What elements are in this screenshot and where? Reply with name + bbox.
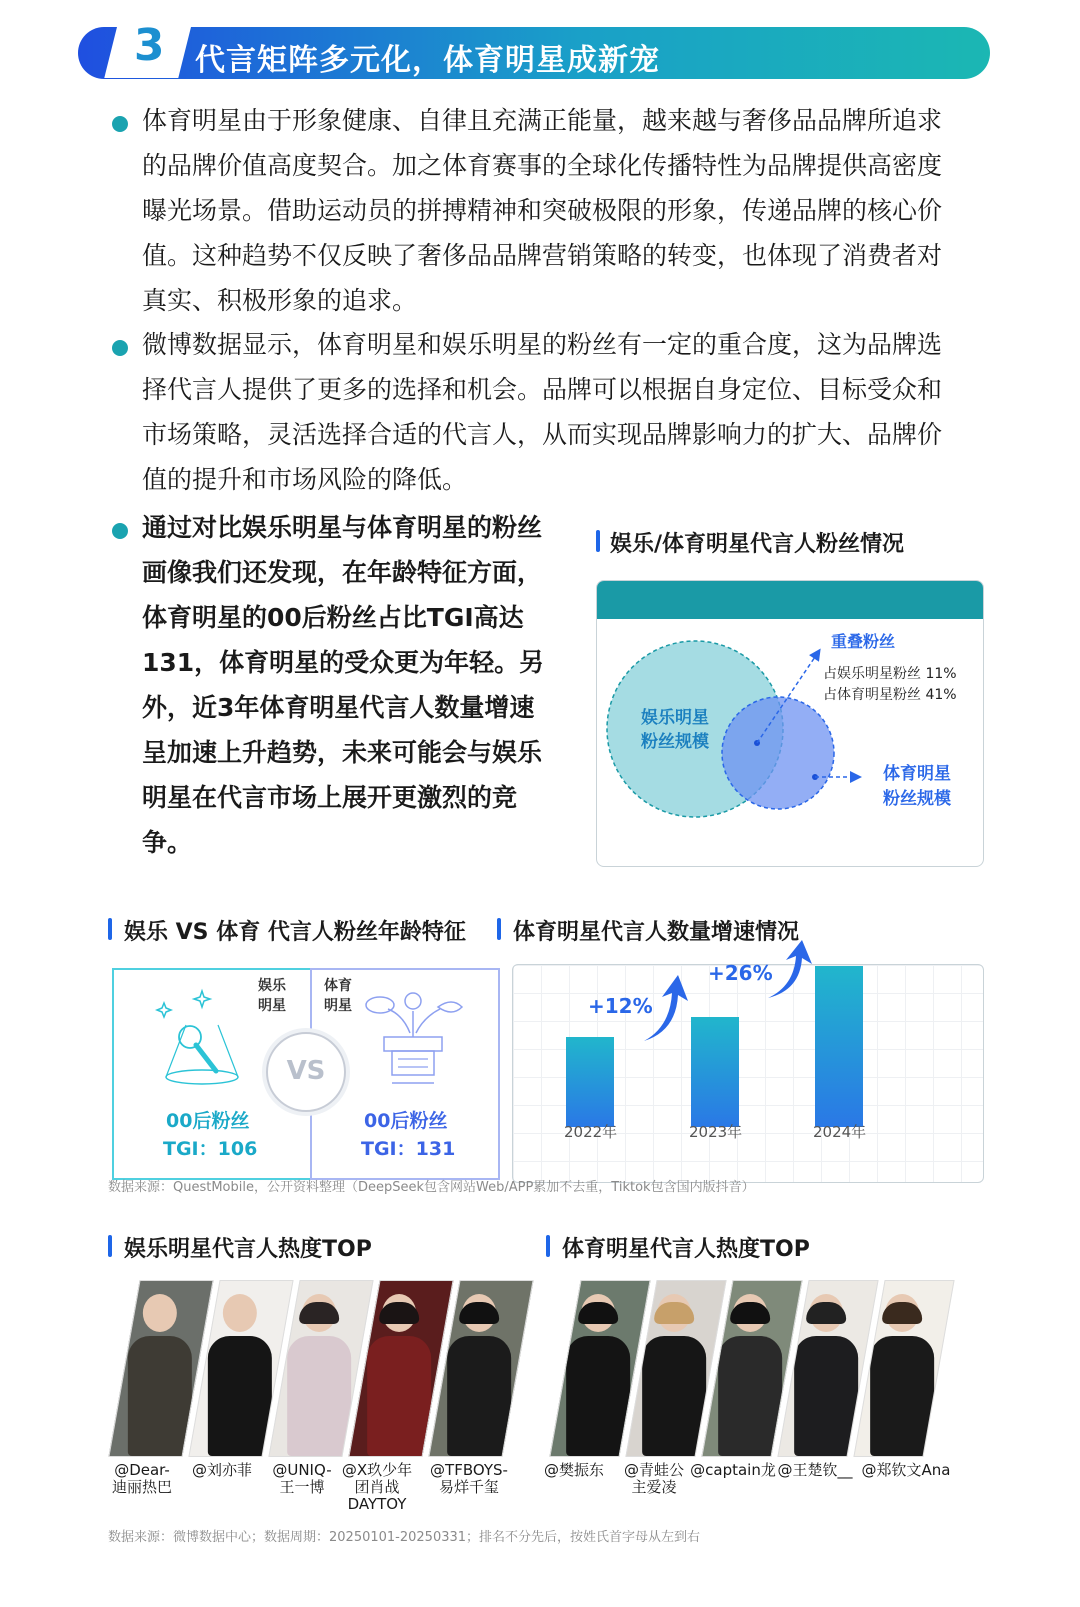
paragraph-2: 微博数据显示，体育明星和娱乐明星的粉丝有一定的重合度，这为品牌选择代言人提供了更多的选择和机会。品牌可以根据自身定位、目标受众和市场策略，灵活选择合适的代言人，从而实现品牌影响力的扩大、品牌价值的提升和市场风险的降低。	[142, 330, 943, 494]
vs-badge	[266, 1032, 346, 1112]
sport-star-name-4: @王楚钦__	[777, 1461, 853, 1479]
data-source-note-2: 数据来源：微博数据中心；数据周期：20250101-20250331；排名不分先后，按姓氏首字母从左到右	[108, 1530, 701, 1545]
sport-tgi-value: TGI：131	[361, 1138, 456, 1160]
overlap-stat-1: 占娱乐明星粉丝 11%	[823, 666, 957, 682]
venn-panel	[596, 580, 984, 867]
section-title: 代言矩阵多元化，体育明星成新宠	[195, 43, 660, 78]
sport-star-name-2: @青蛙公 主爱凌	[623, 1461, 684, 1496]
ent-tgi-value: TGI：106	[163, 1138, 258, 1160]
plant-trophy-icon	[358, 985, 468, 1090]
bar-2024	[815, 966, 863, 1127]
ent-tag-line2: 明星	[258, 998, 286, 1014]
bullet-dot	[112, 523, 128, 539]
entertainment-label-2: 粉丝规模	[641, 732, 709, 752]
entertainment-label-1: 娱乐明星	[641, 708, 709, 728]
sports-label-2: 粉丝规模	[883, 789, 951, 809]
ent-fans-label: 00后粉丝	[166, 1110, 250, 1132]
venn-title: 娱乐/体育明星代言人粉丝情况	[610, 532, 905, 557]
section-marker	[596, 530, 600, 552]
sport-tag-line1: 体育	[324, 978, 352, 994]
data-source-note: 数据来源：QuestMobile，公开资料整理（DeepSeek包含网站Web/APP累加不去重，Tiktok包含国内版抖音）	[108, 1180, 755, 1195]
ent-star-name-4: @X玖少年 团肖战 DAYTOY	[341, 1461, 413, 1513]
ent-star-name-5: @TFBOYS- 易烊千玺	[430, 1461, 508, 1496]
sport-star-name-3: @captain龙	[690, 1461, 776, 1479]
bullet-dot	[112, 340, 128, 356]
microphone-icon	[150, 985, 250, 1090]
section-marker	[108, 1235, 112, 1257]
section-number-badge: 3	[104, 16, 193, 78]
overlap-title: 重叠粉丝	[831, 632, 896, 651]
sport-tag-line2: 明星	[324, 998, 352, 1014]
ent-top-title: 娱乐明星代言人热度TOP	[124, 1237, 372, 1262]
section-marker	[108, 918, 112, 940]
sport-fans-label: 00后粉丝	[364, 1110, 448, 1132]
year-label-2022: 2022年	[564, 1123, 618, 1141]
overlap-stat-2: 占体育明星粉丝 41%	[823, 687, 957, 703]
sports-label-1: 体育明星	[883, 764, 951, 784]
sports-circle	[722, 697, 834, 809]
ent-tag-line1: 娱乐	[258, 978, 286, 994]
ent-star-name-1: @Dear- 迪丽热巴	[111, 1461, 172, 1496]
section-marker	[497, 918, 501, 940]
vs-text: VS	[286, 1056, 326, 1086]
bar-2023	[691, 1017, 739, 1127]
year-label-2023: 2023年	[689, 1123, 743, 1141]
ent-star-name-3: @UNIQ- 王一博	[272, 1461, 332, 1496]
growth-pct-2024: +26%	[708, 961, 773, 985]
year-label-2024: 2024年	[813, 1123, 867, 1141]
sport-star-name-1: @樊振东	[543, 1461, 604, 1479]
bar-2022	[566, 1037, 614, 1127]
growth-title: 体育明星代言人数量增速情况	[513, 920, 800, 945]
paragraph-3: 通过对比娱乐明星与体育明星的粉丝画像我们还发现，在年龄特征方面，体育明星的00后粉丝占比TGI高达131，体育明星的受众更为年轻。另外，近3年体育明星代言人数量增速呈加速上升趋势，未来可能会与娱乐明星在代言市场上展开更激烈的竞争。	[142, 513, 545, 857]
sport-star-name-5: @郑钦文Ana	[861, 1461, 951, 1479]
growth-pct-2023: +12%	[588, 994, 653, 1018]
section-marker	[546, 1235, 550, 1257]
age-title: 娱乐 VS 体育 代言人粉丝年龄特征	[124, 920, 466, 945]
sport-top-title: 体育明星代言人热度TOP	[562, 1237, 810, 1262]
paragraph-1: 体育明星由于形象健康、自律且充满正能量，越来越与奢侈品品牌所追求的品牌价值高度契合。加之体育赛事的全球化传播特性为品牌提供高密度曝光场景。借助运动员的拼搏精神和突破极限的形象，传递品牌的核心价值。这种趋势不仅反映了奢侈品品牌营销策略的转变，也体现了消费者对真实、积极形象的追求。	[142, 106, 943, 315]
ent-star-name-2: @刘亦菲	[191, 1461, 252, 1479]
bullet-dot	[112, 116, 128, 132]
